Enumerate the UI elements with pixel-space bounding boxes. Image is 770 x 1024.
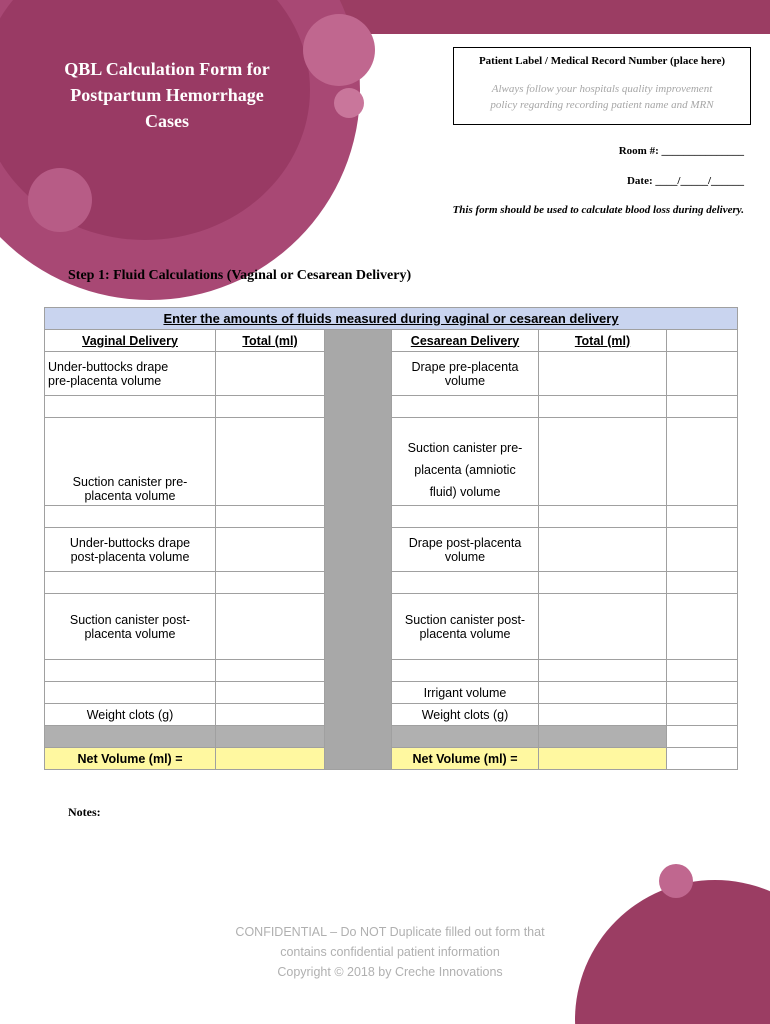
empty-cell[interactable] [216, 572, 325, 594]
empty-cell [667, 748, 738, 770]
form-title [52, 56, 282, 134]
patient-label-box[interactable] [453, 47, 751, 125]
empty-cell[interactable] [539, 396, 667, 418]
footer-line: CONFIDENTIAL – Do NOT Duplicate filled out form that [235, 925, 545, 939]
empty-cell [667, 572, 738, 594]
label-line: post-placenta volume [70, 549, 190, 564]
vaginal-drape-post-label [45, 528, 216, 572]
label-line: Suction canister post- [404, 612, 526, 627]
gray-separator [216, 726, 325, 748]
empty-cell [667, 528, 738, 572]
cesarean-irrigant-input[interactable] [539, 682, 667, 704]
vaginal-weight-clots-input[interactable] [216, 704, 325, 726]
empty-cell [667, 352, 738, 396]
label-line: Drape pre-placenta [411, 359, 519, 374]
decorative-circle-small [659, 864, 693, 898]
cesarean-total-header: Total (ml) [539, 330, 667, 352]
cesarean-drape-pre-label [392, 352, 539, 396]
vaginal-suction-post-label [45, 594, 216, 660]
empty-cell [392, 660, 539, 682]
label-line: placenta volume [84, 489, 176, 503]
empty-cell[interactable] [216, 396, 325, 418]
cesarean-suction-post-label [392, 594, 539, 660]
footer-confidential [180, 922, 600, 982]
cesarean-drape-pre-input[interactable] [539, 352, 667, 396]
empty-cell [45, 660, 216, 682]
gray-separator [392, 726, 539, 748]
label-line: Suction canister pre- [72, 475, 188, 489]
cesarean-net-volume-label: Net Volume (ml) = [392, 748, 539, 770]
empty-cell [667, 726, 738, 748]
vaginal-drape-post-input[interactable] [216, 528, 325, 572]
decorative-circle-bottom-right [575, 880, 770, 1024]
label-line: placenta volume [84, 626, 176, 641]
table-banner: Enter the amounts of fluids measured during vaginal or cesarean delivery [45, 308, 738, 330]
empty-cell[interactable] [216, 660, 325, 682]
empty-cell [667, 396, 738, 418]
footer-line: contains confidential patient information [280, 945, 500, 959]
empty-cell [392, 572, 539, 594]
decorative-circle-small [28, 168, 92, 232]
note-line: policy regarding recording patient name and MRN [490, 99, 714, 111]
empty-cell [45, 572, 216, 594]
label-line: placenta volume [419, 626, 511, 641]
cesarean-weight-clots-label: Weight clots (g) [392, 704, 539, 726]
empty-cell [667, 330, 738, 352]
patient-label-title: Patient Label / Medical Record Number (place here) [478, 55, 726, 67]
empty-cell[interactable] [216, 506, 325, 528]
vaginal-drape-pre-input[interactable] [216, 352, 325, 396]
title-line: Postpartum Hemorrhage [70, 85, 264, 105]
label-line: placenta (amniotic [414, 463, 516, 477]
title-line: QBL Calculation Form for [64, 59, 270, 79]
column-divider [325, 330, 392, 770]
usage-note: This form should be used to calculate blood loss during delivery. [452, 204, 744, 216]
vaginal-drape-pre-label [45, 352, 216, 396]
label-line: volume [444, 549, 486, 564]
cesarean-drape-post-input[interactable] [539, 528, 667, 572]
empty-cell [392, 506, 539, 528]
empty-cell [667, 506, 738, 528]
vaginal-net-volume-label: Net Volume (ml) = [45, 748, 216, 770]
label-line: pre-placenta volume [48, 373, 162, 388]
title-line: Cases [145, 111, 189, 131]
vaginal-suction-pre-label [45, 418, 216, 506]
label-line: Suction canister pre- [407, 441, 523, 455]
empty-cell[interactable] [539, 572, 667, 594]
empty-cell [45, 682, 216, 704]
cesarean-suction-pre-label [392, 418, 539, 506]
cesarean-drape-post-label [392, 528, 539, 572]
cesarean-net-volume-input[interactable] [539, 748, 667, 770]
cesarean-suction-post-input[interactable] [539, 594, 667, 660]
vaginal-total-header: Total (ml) [216, 330, 325, 352]
label-line: Under-buttocks drape [69, 535, 191, 550]
empty-cell [667, 682, 738, 704]
empty-cell[interactable] [539, 660, 667, 682]
cesarean-weight-clots-input[interactable] [539, 704, 667, 726]
gray-separator [539, 726, 667, 748]
label-line: Under-buttocks drape [48, 359, 169, 374]
notes-label: Notes: [68, 805, 101, 819]
empty-cell [667, 594, 738, 660]
label-line: Drape post-placenta [408, 535, 522, 550]
empty-cell [45, 396, 216, 418]
empty-cell [667, 660, 738, 682]
cesarean-suction-pre-input[interactable] [539, 418, 667, 506]
empty-cell[interactable] [539, 506, 667, 528]
vaginal-net-volume-input[interactable] [216, 748, 325, 770]
empty-cell [45, 506, 216, 528]
room-number-field[interactable]: Room #: _______________ [618, 145, 744, 157]
empty-cell[interactable] [216, 682, 325, 704]
label-line: Suction canister post- [69, 612, 191, 627]
cesarean-delivery-header: Cesarean Delivery [392, 330, 539, 352]
vaginal-suction-pre-input[interactable] [216, 418, 325, 506]
label-line: fluid) volume [429, 485, 501, 499]
decorative-circle-small [334, 88, 364, 118]
empty-cell [392, 396, 539, 418]
step1-heading: Step 1: Fluid Calculations (Vaginal or Cesarean Delivery) [68, 268, 412, 283]
patient-label-note [454, 81, 750, 113]
cesarean-irrigant-label: Irrigant volume [392, 682, 539, 704]
note-line: Always follow your hospitals quality improvement [491, 83, 713, 95]
label-line: volume [444, 373, 486, 388]
fluid-table [44, 307, 738, 770]
date-field[interactable]: Date: ____/_____/______ [626, 175, 744, 187]
gray-separator [45, 726, 216, 748]
empty-cell [667, 704, 738, 726]
footer-line: Copyright © 2018 by Creche Innovations [277, 965, 503, 979]
decorative-circle-small [303, 14, 375, 86]
empty-cell [667, 418, 738, 506]
vaginal-delivery-header: Vaginal Delivery [45, 330, 216, 352]
vaginal-weight-clots-label: Weight clots (g) [45, 704, 216, 726]
vaginal-suction-post-input[interactable] [216, 594, 325, 660]
